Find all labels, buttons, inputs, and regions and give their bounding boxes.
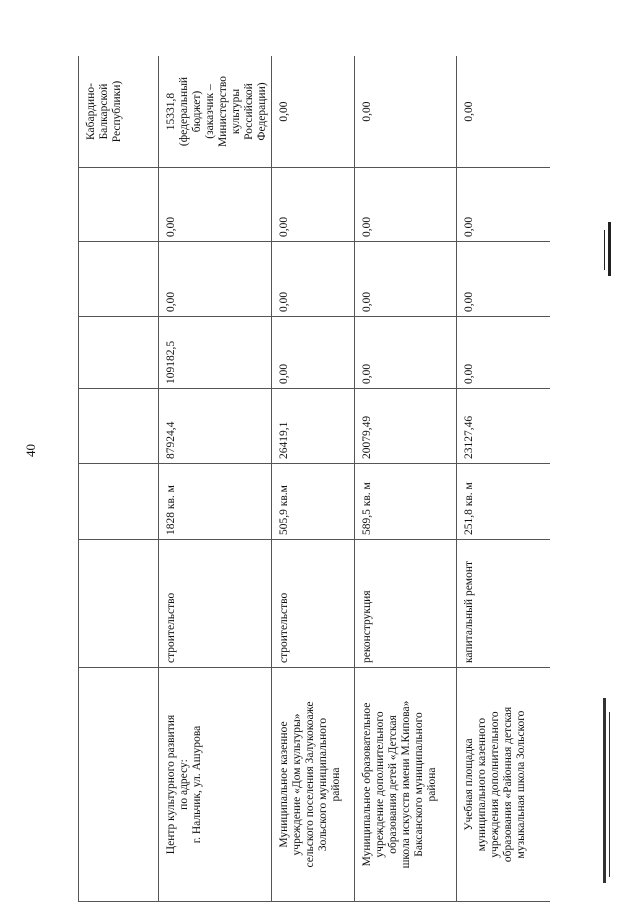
cell-text: 0,00 (463, 363, 475, 384)
amount-cell-3 (79, 242, 159, 317)
capacity-cell (159, 464, 272, 540)
cell-line: школа искусств имени М.Кипова» (400, 700, 412, 869)
table-row (457, 56, 551, 902)
cell-text: 0,00 (463, 291, 475, 312)
cell-line: культуры (230, 88, 242, 135)
object-name-cell (355, 668, 457, 902)
cell-line: образования «Районная детская (502, 706, 514, 863)
cell-text: 1828 кв. м (165, 485, 177, 535)
cell-line: учреждения дополнительного (489, 711, 501, 858)
cell-text: капитальный ремонт (463, 560, 475, 663)
cell-line: 0,00 (463, 101, 475, 122)
work-type-cell (272, 540, 355, 668)
amount-cell-4 (355, 168, 457, 242)
cell-line: (федеральный (178, 76, 190, 147)
cell-text: 589,5 кв. м (361, 482, 373, 535)
cell-line: района (426, 767, 438, 802)
cell-text: 0,00 (361, 216, 373, 237)
cell-line: 15331,8 (165, 92, 177, 131)
cell-line: образования детей «Детская (387, 715, 399, 854)
binding-mark-bottom-thin (609, 712, 610, 877)
cell-line: 0,00 (278, 101, 290, 122)
amount-cell-1 (457, 389, 551, 464)
object-name-cell (457, 668, 551, 902)
cell-line: Муниципальное образовательное (361, 702, 373, 867)
amount-cell-1 (355, 389, 457, 464)
cell-line: муниципального казенного (476, 717, 488, 852)
cell-line: учреждение дополнительного (374, 711, 386, 858)
cell-text: 0,00 (165, 216, 177, 237)
cell-line: (заказчик – (204, 84, 216, 139)
cell-line: по адресу: (178, 759, 190, 810)
capacity-cell (272, 464, 355, 540)
amount-cell-3 (457, 242, 551, 317)
cell-line: района (330, 767, 342, 802)
cell-line: Республики) (111, 80, 123, 143)
cell-text: 109182,5 (165, 340, 177, 384)
amount-cell-1 (79, 389, 159, 464)
cell-line: Федерации) (256, 82, 268, 141)
cell-text: 0,00 (165, 291, 177, 312)
amount-cell-4 (272, 168, 355, 242)
table-body (79, 56, 551, 902)
cell-text: 0,00 (278, 291, 290, 312)
amount-cell-3 (272, 242, 355, 317)
cell-text: строительство (278, 592, 290, 663)
cell-line: Балкарской (98, 83, 110, 140)
funding-source-cell (355, 56, 457, 168)
objects-table (78, 56, 550, 902)
amount-cell-3 (355, 242, 457, 317)
cell-line: Муниципальное казенное (278, 721, 290, 848)
cell-line: Центр культурного развития (165, 714, 177, 855)
cell-line: Российской (243, 83, 255, 140)
cell-text: реконструкция (361, 590, 373, 663)
amount-cell-3 (159, 242, 272, 317)
amount-cell-4 (159, 168, 272, 242)
cell-text: 0,00 (361, 291, 373, 312)
cell-line: Зольского муниципального (317, 717, 329, 852)
cell-text: 0,00 (278, 363, 290, 384)
amount-cell-1 (159, 389, 272, 464)
cell-line: Министерство (217, 76, 229, 147)
binding-mark-bottom (603, 698, 606, 883)
table-row (272, 56, 355, 902)
funding-source-cell (457, 56, 551, 168)
amount-cell-4 (79, 168, 159, 242)
rotated-table-viewport (78, 56, 550, 902)
funding-source-cell (159, 56, 272, 168)
cell-line: музыкальная школа Зольского (515, 710, 527, 859)
cell-text: 0,00 (278, 216, 290, 237)
cell-text: 505,9 кв.м (278, 485, 290, 535)
cell-text: 87924,4 (165, 421, 177, 459)
cell-line: Баксанского муниципального (413, 712, 425, 857)
binding-mark-top (608, 222, 611, 276)
work-type-cell (159, 540, 272, 668)
capacity-cell (457, 464, 551, 540)
cell-text: 251,8 кв. м (463, 482, 475, 535)
cell-text: 23127,46 (463, 415, 475, 459)
amount-cell-2 (272, 317, 355, 389)
object-name-cell (272, 668, 355, 902)
amount-cell-2 (79, 317, 159, 389)
work-type-cell (79, 540, 159, 668)
page-number: 40 (23, 444, 38, 457)
capacity-cell (355, 464, 457, 540)
rotated-table (78, 56, 550, 902)
cell-line: Кабардино- (85, 83, 97, 140)
amount-cell-2 (159, 317, 272, 389)
funding-source-cell (272, 56, 355, 168)
cell-text: 0,00 (361, 363, 373, 384)
cell-line: Учебная площадка (463, 738, 475, 831)
cell-text: 0,00 (463, 216, 475, 237)
cell-line: сельского поселения Залукокоаже (304, 701, 316, 868)
work-type-cell (355, 540, 457, 668)
cell-line: бюджет) (191, 90, 203, 133)
funding-source-cell (79, 56, 159, 168)
cell-text: строительство (165, 592, 177, 663)
cell-line: 0,00 (361, 101, 373, 122)
amount-cell-2 (355, 317, 457, 389)
amount-cell-2 (457, 317, 551, 389)
cell-text: 26419,1 (278, 421, 290, 459)
object-name-cell (159, 668, 272, 902)
amount-cell-1 (272, 389, 355, 464)
binding-mark-top-thin (604, 230, 605, 270)
table-row (159, 56, 272, 902)
capacity-cell (79, 464, 159, 540)
cell-line: г. Нальчик, ул. Ашурова (191, 725, 203, 844)
table-row (355, 56, 457, 902)
cell-line: учреждение «Дом культуры» (291, 713, 303, 856)
table-row (79, 56, 159, 902)
object-name-cell (79, 668, 159, 902)
cell-text: 20079,49 (361, 415, 373, 459)
work-type-cell (457, 540, 551, 668)
amount-cell-4 (457, 168, 551, 242)
